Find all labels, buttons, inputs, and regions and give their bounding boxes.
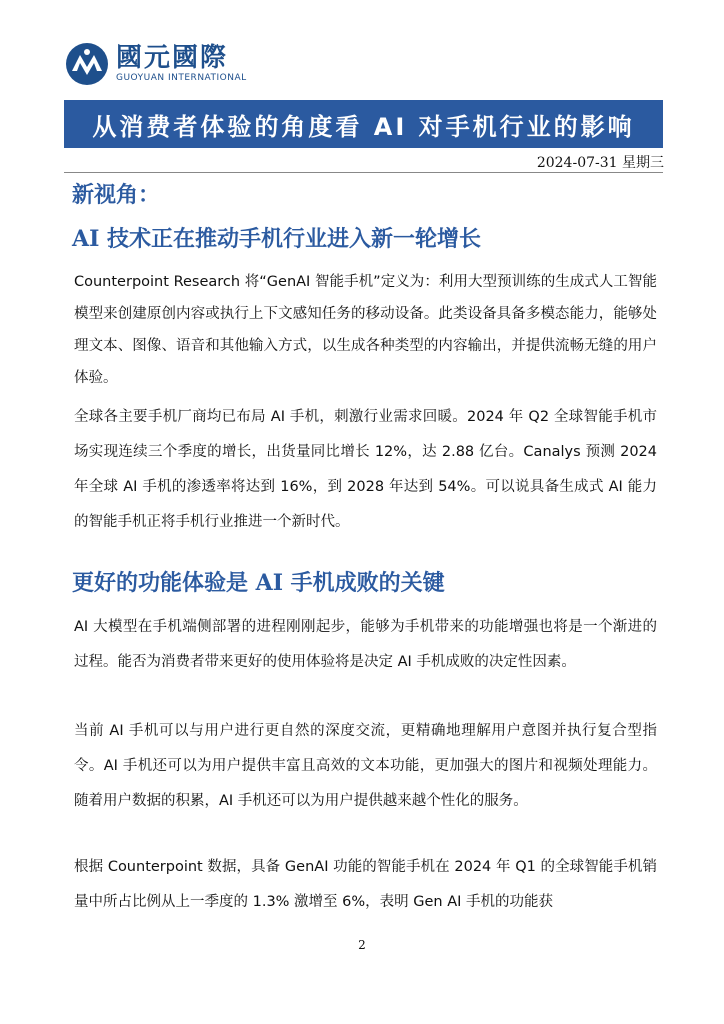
section-label: 新视角： — [72, 182, 161, 208]
paragraph-gradual-process: AI 大模型在手机端侧部署的进程刚刚起步，能够为手机带来的功能增强也将是一个渐进的过程。能否为消费者带来更好的使用体验将是决定 AI 手机成败的决定性因素。 — [74, 619, 657, 670]
section-heading-1: AI 技术正在推动手机行业进入新一轮增长 — [72, 226, 482, 252]
paragraph-counterpoint-data: 根据 Counterpoint 数据，具备 GenAI 功能的智能手机在 2024 年 Q1 的全球智能手机销量中所占比例从上一季度的 1.3% 激增至 6%，表明 Gen AI 手机的功能获 — [74, 859, 657, 910]
section-heading-2: 更好的功能体验是 AI 手机成败的关键 — [72, 570, 445, 596]
report-title: 从消费者体验的角度看 AI 对手机行业的影响 — [92, 112, 635, 141]
company-logo — [64, 40, 247, 88]
logo-english-name: GUOYUAN INTERNATIONAL — [116, 73, 247, 83]
report-title-banner — [64, 100, 663, 148]
page-number: 2 — [358, 938, 366, 952]
header-divider — [64, 172, 663, 173]
guoyuan-logo-icon — [64, 41, 110, 87]
paragraph-genai-definition: Counterpoint Research 将“GenAI 智能手机”定义为：利用大型预训练的生成式人工智能模型来创建原创内容或执行上下文感知任务的移动设备。此类设备具备多模态能力，能够处理文本、图像、语音和其他输入方式，以生成各种类型的内容输出，并提供流畅无缝的用户体验。 — [74, 274, 657, 386]
paragraph-ai-capabilities: 当前 AI 手机可以与用户进行更自然的深度交流，更精确地理解用户意图并执行复合型指令。AI 手机还可以为用户提供丰富且高效的文本功能，更加强大的图片和视频处理能力。随着用户数据的积累，AI 手机还可以为用户提供越来越个性化的服务。 — [74, 723, 657, 809]
logo-chinese-name: 國元國際 — [116, 43, 229, 73]
report-date: 2024-07-31 星期三 — [536, 155, 664, 171]
paragraph-market-growth: 全球各主要手机厂商均已布局 AI 手机，刺激行业需求回暖。2024 年 Q2 全球智能手机市场实现连续三个季度的增长，出货量同比增长 12%，达 2.88 亿台。Canalys 预测 2024 年全球 AI 手机的渗透率将达到 16%，到 2028 年达到 54%。可以说具备生成式 AI 能力的智能手机正将手机行业推进一个新时代。 — [74, 409, 657, 530]
